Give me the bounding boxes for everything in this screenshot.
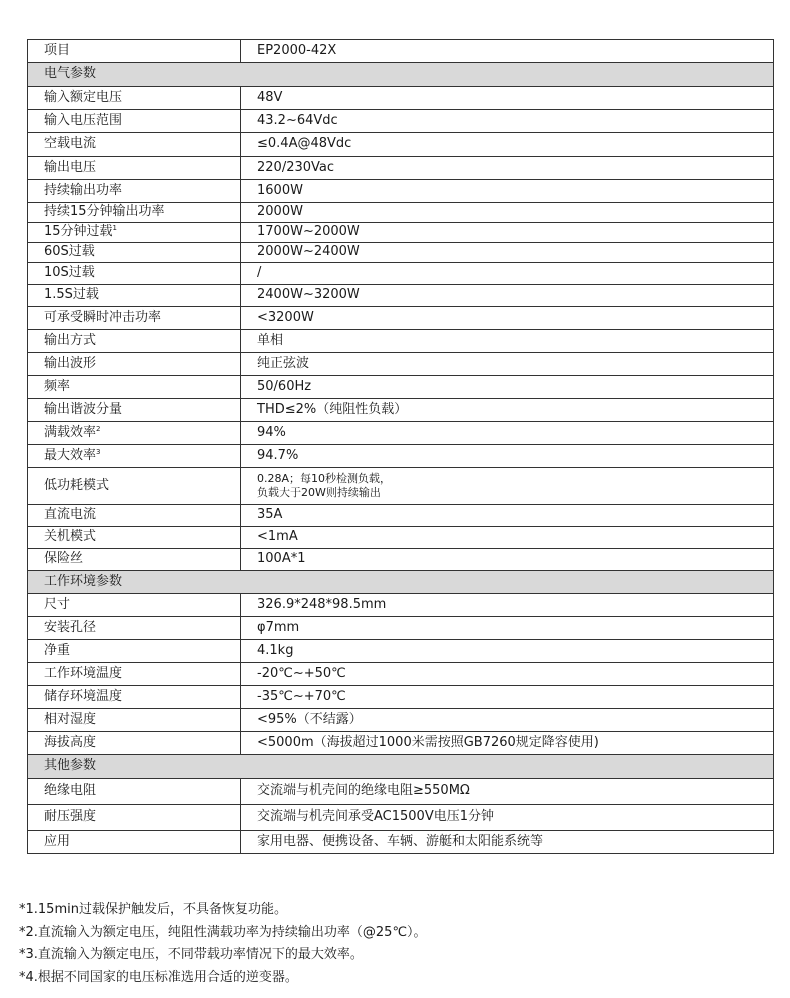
footnote-2: *2.直流输入为额定电压，纯阻性满载功率为持续输出功率（@25℃）。 (19, 924, 427, 940)
param-name-text: 储存环境温度 (44, 688, 123, 704)
param-name-text: 输入电压范围 (44, 112, 123, 128)
param-name (28, 549, 241, 571)
param-name-text: 输出电压 (44, 159, 97, 175)
param-value (241, 779, 774, 805)
param-name (28, 805, 241, 831)
footnote-3: *3.直流输入为额定电压，不同带载功率情况下的最大效率。 (19, 947, 363, 962)
table-row (28, 330, 774, 353)
param-name (28, 399, 241, 422)
param-name-text: 直流电流 (44, 507, 97, 523)
param-value (241, 549, 774, 571)
param-value-text: 纯正弦波 (257, 355, 310, 371)
param-value (241, 663, 774, 686)
param-value-text: 94.7% (257, 447, 299, 463)
param-value-text: 43.2~64Vdc (257, 112, 338, 128)
param-name (28, 330, 241, 353)
table-row (28, 617, 774, 640)
param-name (28, 445, 241, 468)
param-value-text: -35℃~+70℃ (257, 688, 346, 704)
table-row (28, 353, 774, 376)
table-row (28, 831, 774, 854)
param-value-text: 家用电器、便携设备、车辆、游艇和太阳能系统等 (257, 833, 544, 849)
table-row (28, 40, 774, 63)
param-name (28, 223, 241, 243)
table-row (28, 110, 774, 133)
param-name-text: 15分钟过载 (44, 224, 113, 240)
param-name (28, 422, 241, 445)
footnote-1: *1.15min过载保护触发后，不具备恢复功能。 (19, 902, 287, 917)
footnote-marker: 3 (96, 447, 101, 456)
table-row (28, 307, 774, 330)
param-value-text: <1mA (257, 529, 298, 545)
param-name (28, 617, 241, 640)
param-value (241, 468, 774, 505)
param-name (28, 307, 241, 330)
table-row (28, 549, 774, 571)
table-row (28, 779, 774, 805)
param-value-text: / (257, 265, 262, 281)
param-value (241, 307, 774, 330)
param-name-text: 海拔高度 (44, 734, 97, 750)
param-value (241, 505, 774, 527)
param-value-text: <3200W (257, 309, 314, 325)
param-value (241, 594, 774, 617)
param-value-text: 1700W~2000W (257, 224, 360, 240)
param-name (28, 831, 241, 854)
param-name-text: 可承受瞬时冲击功率 (44, 309, 162, 325)
param-value (241, 40, 774, 63)
table-row (28, 157, 774, 180)
table-row (28, 505, 774, 527)
param-value-text: 4.1kg (257, 642, 294, 658)
param-value (241, 527, 774, 549)
param-value (241, 640, 774, 663)
param-value (241, 263, 774, 285)
section-title: 工作环境参数 (28, 571, 774, 594)
param-name (28, 243, 241, 263)
param-value (241, 805, 774, 831)
param-name-text: 最大效率 (44, 447, 97, 463)
param-name-text: 关机模式 (44, 529, 97, 545)
footnote-4: *4.根据不同国家的电压标准选用合适的逆变器。 (19, 969, 298, 985)
spec-table-body (28, 40, 774, 854)
param-name (28, 594, 241, 617)
spec-table (27, 39, 774, 854)
table-row (28, 663, 774, 686)
param-value (241, 617, 774, 640)
param-name (28, 663, 241, 686)
table-row (28, 133, 774, 157)
param-value (241, 133, 774, 157)
param-name-text: 输出波形 (44, 355, 97, 371)
param-name-text: 净重 (44, 642, 71, 658)
param-value (241, 87, 774, 110)
param-name-text: 60S过载 (44, 244, 95, 260)
param-name (28, 505, 241, 527)
table-row (28, 243, 774, 263)
section-title: 其他参数 (28, 755, 774, 779)
param-value (241, 110, 774, 133)
table-row (28, 399, 774, 422)
param-value (241, 686, 774, 709)
table-row (28, 732, 774, 755)
param-name-text: 输入额定电压 (44, 89, 123, 105)
param-value (241, 353, 774, 376)
param-name (28, 40, 241, 63)
param-name (28, 732, 241, 755)
param-name-text: 保险丝 (44, 551, 84, 567)
param-name (28, 640, 241, 663)
param-name-text: 持续输出功率 (44, 182, 123, 198)
param-name (28, 709, 241, 732)
param-name-text: 持续15分钟输出功率 (44, 204, 165, 220)
footnotes (19, 899, 779, 989)
param-value (241, 157, 774, 180)
param-name (28, 110, 241, 133)
table-row (28, 180, 774, 203)
param-name-text: 空载电流 (44, 136, 97, 152)
table-row (28, 263, 774, 285)
param-name-text: 输出方式 (44, 332, 97, 348)
table-row (28, 285, 774, 307)
param-name (28, 527, 241, 549)
param-name (28, 353, 241, 376)
param-value (241, 243, 774, 263)
param-value (241, 330, 774, 353)
table-row (28, 640, 774, 663)
table-row (28, 805, 774, 831)
param-value-text: 0.28A；每10秒检测负载， (257, 471, 392, 485)
param-value-text: 35A (257, 507, 283, 523)
param-name-text: 10S过载 (44, 265, 95, 281)
param-name-text: 耐压强度 (44, 809, 97, 825)
param-value-text: EP2000-42X (257, 42, 337, 58)
param-value-text: 220/230Vac (257, 159, 335, 175)
param-value-text: 50/60Hz (257, 378, 312, 394)
param-name-text: 绝缘电阻 (44, 783, 97, 799)
param-value-text: φ7mm (257, 619, 300, 635)
param-name-text: 相对湿度 (44, 711, 97, 727)
param-value (241, 203, 774, 223)
param-name (28, 285, 241, 307)
section-header-row (28, 755, 774, 779)
param-name (28, 779, 241, 805)
section-header-row (28, 571, 774, 594)
param-name-text: 项目 (44, 42, 71, 58)
param-value-text: 2000W (257, 204, 303, 220)
param-value-text: 100A*1 (257, 551, 306, 567)
param-value (241, 399, 774, 422)
param-name-text: 工作环境温度 (44, 665, 123, 681)
param-value (241, 376, 774, 399)
param-name-text: 频率 (44, 378, 71, 394)
param-name (28, 686, 241, 709)
table-row (28, 376, 774, 399)
param-name (28, 157, 241, 180)
param-value-text-line2: 负载大于20W则持续输出 (257, 486, 381, 499)
param-value (241, 180, 774, 203)
footnote-marker: 2 (96, 424, 101, 433)
table-row (28, 594, 774, 617)
param-name-text: 尺寸 (44, 596, 71, 612)
param-value-text: 2400W~3200W (257, 287, 360, 303)
param-value-text: 交流端与机壳间的绝缘电阻≥550MΩ (257, 783, 470, 799)
table-row (28, 445, 774, 468)
table-row (28, 203, 774, 223)
param-value-text: 2000W~2400W (257, 244, 360, 260)
param-value-text: <95%（不结露） (257, 711, 362, 727)
table-row (28, 468, 774, 505)
param-name-text: 应用 (44, 833, 71, 849)
param-value-text: 94% (257, 424, 286, 440)
param-value (241, 285, 774, 307)
param-value (241, 422, 774, 445)
param-name-text: 低功耗模式 (44, 477, 110, 493)
param-name (28, 263, 241, 285)
section-title: 电气参数 (28, 63, 774, 87)
footnote-marker: 1 (112, 224, 118, 233)
param-value-text: 1600W (257, 182, 303, 198)
param-value-text: ≤0.4A@48Vdc (257, 136, 352, 152)
table-row (28, 686, 774, 709)
param-name (28, 133, 241, 157)
param-value (241, 709, 774, 732)
param-value-text: 单相 (257, 332, 284, 348)
param-name (28, 87, 241, 110)
param-name (28, 203, 241, 223)
param-name (28, 468, 241, 505)
param-value-text: <5000m（海拔超过1000米需按照GB7260规定降容使用) (257, 734, 599, 750)
param-value-text: -20℃~+50℃ (257, 665, 346, 681)
param-name (28, 376, 241, 399)
param-value (241, 445, 774, 468)
param-value-text: THD≤2%（纯阻性负载） (257, 401, 408, 417)
table-row (28, 527, 774, 549)
param-value-text: 48V (257, 89, 283, 105)
param-name-text: 1.5S过载 (44, 287, 99, 303)
table-row (28, 223, 774, 243)
param-name-text: 安装孔径 (44, 619, 97, 635)
table-row (28, 709, 774, 732)
table-row (28, 87, 774, 110)
param-value (241, 223, 774, 243)
param-name-text: 满载效率 (44, 424, 97, 440)
section-header-row (28, 63, 774, 87)
param-value (241, 831, 774, 854)
param-value-text: 交流端与机壳间承受AC1500V电压1分钟 (257, 809, 494, 825)
param-name-text: 输出谐波分量 (44, 401, 123, 417)
table-row (28, 422, 774, 445)
param-value-text: 326.9*248*98.5mm (257, 596, 387, 612)
param-value (241, 732, 774, 755)
param-name (28, 180, 241, 203)
